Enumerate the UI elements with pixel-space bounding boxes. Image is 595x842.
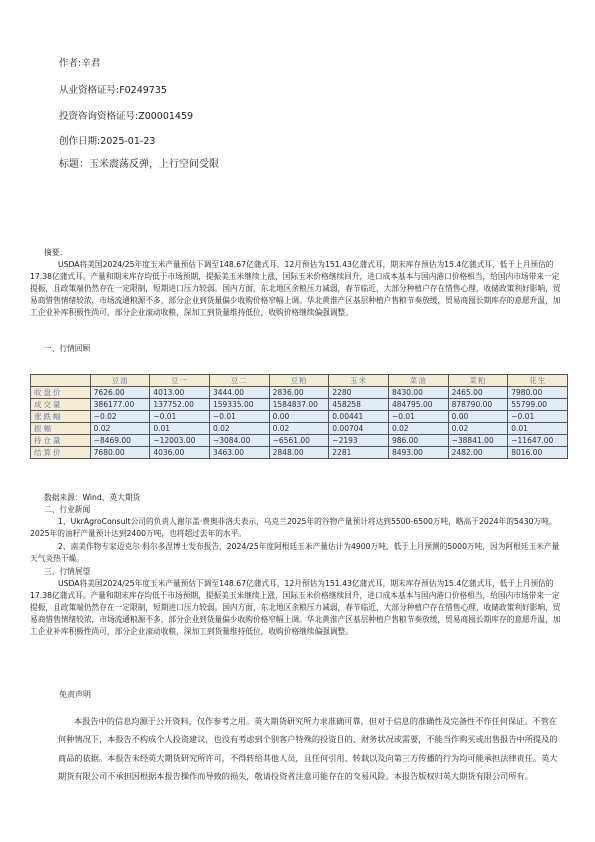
table-cell: −6561.00 [269,435,329,447]
table-cell: 8493.00 [388,447,448,459]
news-item-2: 2、南美作物专家迈克尔·科尔多涅博士发布报告，2024/25年度阿根廷玉米产量估计为4900万吨，低于上月预测的5000万吨，因为阿根廷玉米产量天气炎热干燥。 [30,542,560,564]
table-row [31,447,568,459]
table-header-cell: 菜粕 [448,375,508,387]
creation-date: 创作日期:2025-01-23 [59,136,156,147]
table-cell: 986.00 [388,435,448,447]
table-cell: 0.02 [269,423,329,435]
table-cell: 7680.00 [90,447,150,459]
table-cell: 2836.00 [269,387,329,399]
row-header: 持仓量 [31,435,91,447]
abstract-text: USDA将美国2024/25年度玉米产量预估下调至148.67亿蒲式耳，12月预估为151.43亿蒲式耳，期末库存预估为15.4亿蒲式耳，低于上月预估的17.38亿蒲式耳。产量和期末库存均低于市场预期，提振美玉米继续上涨，国际玉米价格继续回升，进口成本基本与国内港口价格相当，给国内市场带来一定提振，且政策端仍然存在一定限制，短期进口压力较弱。国内方面，东北地区余粮压力减弱，春节临近，大部分种植户存在惜售心理，收储政策利好影响，贸易商惜售情绪较浓，市场流通粮源不多，部分企业到货量偏少收购价格窄幅上调。华北黄淮产区基层种植户售粮节奏放缓，贸易商囤长期库存的意愿升温，加工企业补库积极性尚可，部分企业滚动收粮，深加工到货量维持低位，收购价格继续偏强调整。 [30,260,561,318]
table-cell: −12003.00 [150,435,210,447]
table-cell: 0.00 [448,411,508,423]
table-cell: 0.01 [508,423,568,435]
row-header: 成交量 [31,399,91,411]
table-cell: −0.01 [209,411,269,423]
author: 作者:辛君 [59,58,101,69]
outlook-text: USDA将美国2024/25年度玉米产量预估下调至148.67亿蒲式耳，12月预估为151.43亿蒲式耳，期末库存预估为15.4亿蒲式耳，低于上月预估的17.38亿蒲式耳。产量和期末库存均低于市场预期，提振美玉米继续上涨，国际玉米价格继续回升，进口成本基本与国内港口价格相当，给国内市场带来一定提振，且政策端仍然存在一定限制，短期进口压力较弱。国内方面，东北地区余粮压力减弱，春节临近，大部分种植户存在惜售心理，收储政策利好影响，贸易商惜售情绪较浓，市场流通粮源不多，部分企业到货量偏少收购价格窄幅上调。华北黄淮产区基层种植户售粮节奏放缓，贸易商囤长期库存的意愿升温，加工企业补库积极性尚可，部分企业滚动收粮，深加工到货量维持低位，收购价格继续偏强调整。 [30,579,561,637]
table-cell: 7626.00 [90,387,150,399]
table-cell: 55799.00 [508,399,568,411]
row-header: 收盘价 [31,387,91,399]
table-header-cell: 菜油 [388,375,448,387]
license-number: 从业资格证号:F0249735 [59,85,167,96]
section-outlook: 三、行情展望 [44,567,91,576]
table-cell: 8016.00 [508,447,568,459]
table-cell: −8469.00 [90,435,150,447]
table-header-cell: 豆二 [209,375,269,387]
table-cell: 0.02 [209,423,269,435]
table-cell: −0.02 [90,411,150,423]
table-row [31,387,568,399]
table-header-cell: 豆粕 [269,375,329,387]
table-row [31,435,568,447]
table-cell: 484795.00 [388,399,448,411]
table-cell: 2482.00 [448,447,508,459]
disclaimer-text: 本报告中的信息均源于公开资料，仅作参考之用。英大期货研究所力求准确可靠，但对于信息的准确性及完备性不作任何保证。不管在何种情况下，本报告不构成个人投资建议，也没有考虑到个别客户特殊的投资目的、财务状况或需要，不能当作购买或出售报告中所提及的商品的依据。本报告未经英大期货研究所许可，不得转给其他人员，且任何引用、转载以及向第三方传播的行为均可能承担法律责任。英大期货有限公司不承担因根据本报告操作而导致的损失，敬请投资者注意可能存在的交易风险。本报告版权归英大期货有限公司所有。 [58,716,558,782]
table-header-cell: 花生 [508,375,568,387]
table-header-row [31,375,568,387]
row-header: 结算价 [31,447,91,459]
table-row [31,411,568,423]
table-cell: 7980.00 [508,387,568,399]
abstract-label: 摘要： [44,248,68,257]
table-cell: 0.00704 [329,423,389,435]
table-cell: −11647.00 [508,435,568,447]
market-quote-table [30,374,568,459]
table-cell: 4036.00 [150,447,210,459]
table-cell: 2465.00 [448,387,508,399]
table-cell: −2193 [329,435,389,447]
table-header-cell: 玉米 [329,375,389,387]
table-cell: 2281 [329,447,389,459]
table-cell: −0.01 [508,411,568,423]
table-header-cell: 豆一 [150,375,210,387]
table-cell: 0.02 [388,423,448,435]
disclaimer-title: 免责声明 [59,690,91,699]
table-cell: 3463.00 [209,447,269,459]
table-cell: 2280 [329,387,389,399]
table-cell: 4013.00 [150,387,210,399]
table-cell: 0.00 [269,411,329,423]
table-row [31,399,568,411]
table-cell: 878790.00 [448,399,508,411]
row-header: 振幅 [31,423,91,435]
table-cell: −38841.00 [448,435,508,447]
table-row [31,423,568,435]
table-cell: 1584837.00 [269,399,329,411]
report-title: 标题：玉米震荡反弹，上行空间受限 [59,159,219,170]
data-source: 数据来源：Wind，英大期货 [44,493,141,502]
table-cell: 0.01 [150,423,210,435]
table-cell: 0.02 [90,423,150,435]
table-header-cell: 豆油 [90,375,150,387]
table-cell: 2848.00 [269,447,329,459]
section-market-review: 一、行情回顾 [44,344,91,353]
table-cell: 3444.00 [209,387,269,399]
advisory-license-number: 投资咨询资格证号:Z00001459 [59,111,194,122]
table-cell: 458258 [329,399,389,411]
table-cell: −3084.00 [209,435,269,447]
table-cell: 8430.00 [388,387,448,399]
table-header-cell [31,375,91,387]
table-cell: 137752.00 [150,399,210,411]
table-cell: 0.00441 [329,411,389,423]
table-cell: 0.02 [448,423,508,435]
table-cell: −0.01 [150,411,210,423]
row-header: 涨跌幅 [31,411,91,423]
table-cell: 159335.00 [209,399,269,411]
section-industry-news: 二、行业新闻 [44,505,91,514]
news-item-1: 1、UkrAgroConsult公司的负责人谢尔盖·费奥菲洛夫表示，乌克兰2025年的谷物产量预计将达到5500-6500万吨，略高于2024年的5430万吨。2025年的油籽产量预计达到2400万吨，也将超过去年的水平。 [30,517,557,539]
table-cell: 386177.00 [90,399,150,411]
table-cell: −0.01 [388,411,448,423]
